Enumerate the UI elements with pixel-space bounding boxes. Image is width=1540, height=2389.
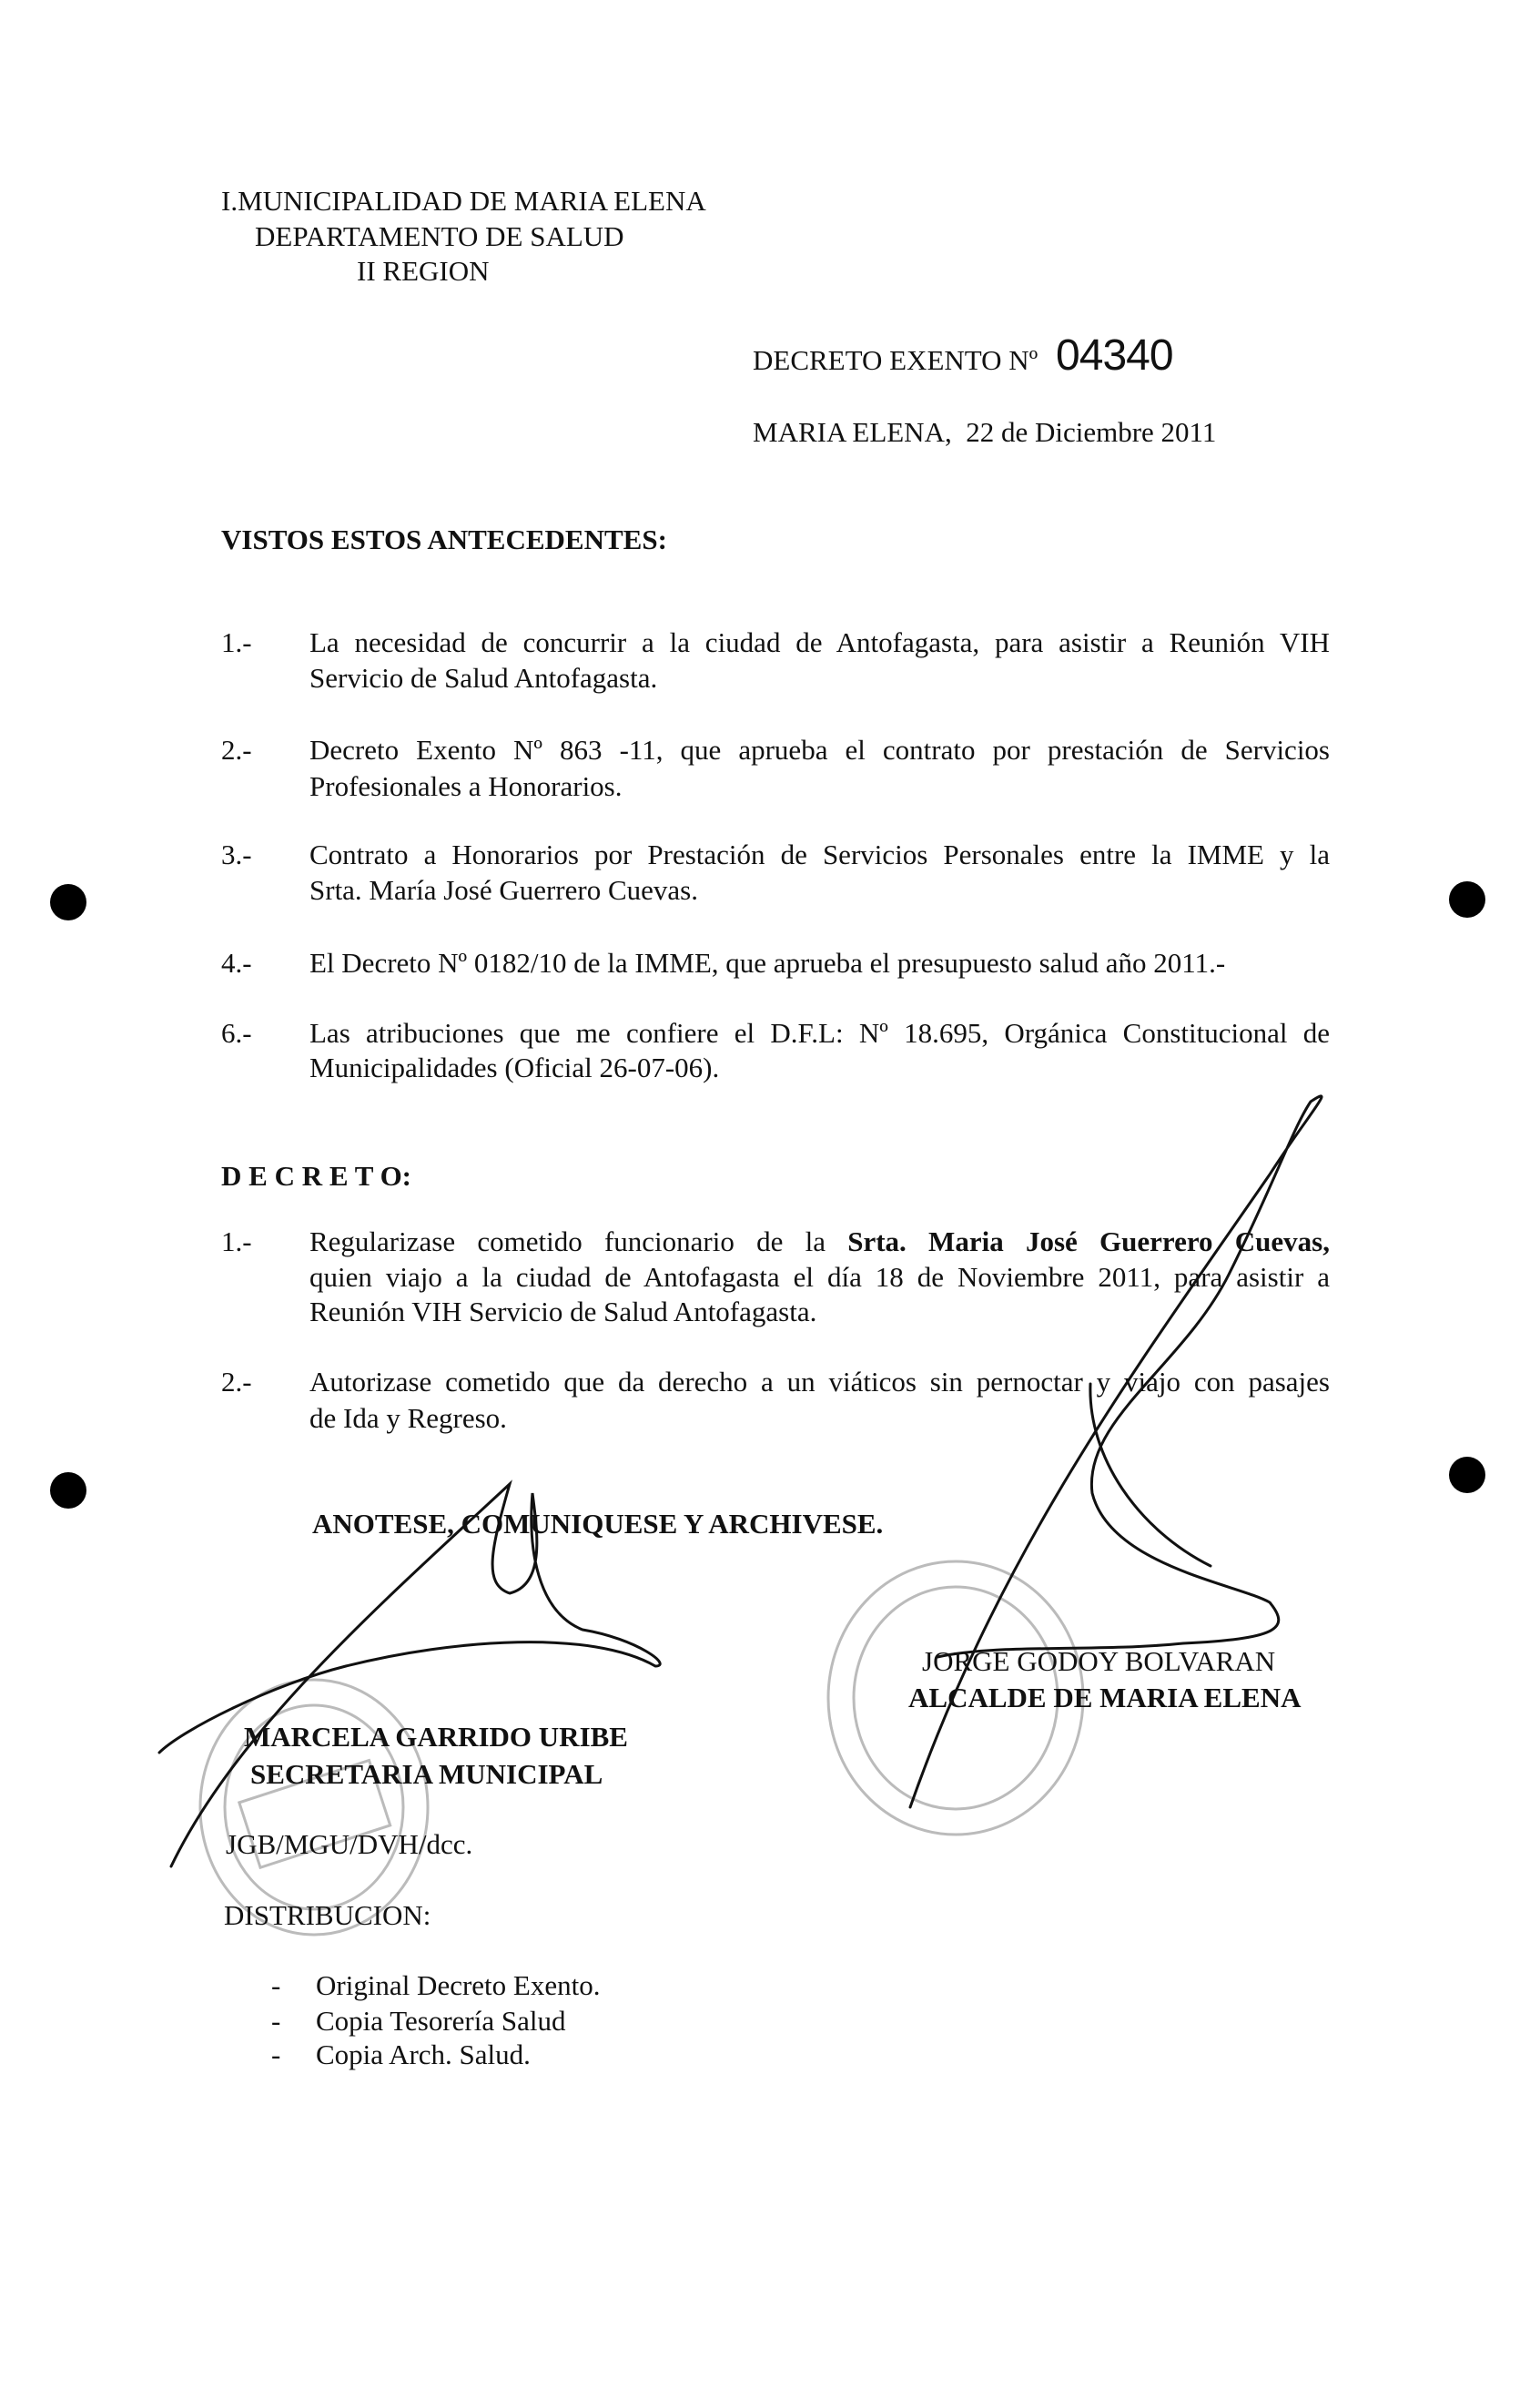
place-date: MARIA ELENA, 22 de Diciembre 2011 bbox=[753, 416, 1217, 448]
vistos-heading: VISTOS ESTOS ANTECEDENTES: bbox=[221, 524, 667, 555]
vistos-item-line: Servicio de Salud Antofagasta. bbox=[309, 662, 658, 694]
vistos-item-line: Decreto Exento Nº 863 -11, que aprueba el contrato por prestación de Servicios bbox=[309, 734, 1330, 766]
vistos-item-line: Municipalidades (Oficial 26-07-06). bbox=[309, 1052, 720, 1083]
initials: JGB/MGU/DVH/dcc. bbox=[226, 1828, 473, 1860]
distribution-item: Copia Tesorería Salud bbox=[316, 2005, 566, 2037]
distribution-heading: DISTRIBUCION: bbox=[224, 1899, 431, 1931]
vistos-item-line: La necesidad de concurrir a la ciudad de Antofagasta, para asistir a Reunión VIH bbox=[309, 626, 1330, 658]
distribution-bullet: - bbox=[271, 1969, 281, 2001]
vistos-item-line: El Decreto Nº 0182/10 de la IMME, que aprueba el presupuesto salud año 2011.- bbox=[309, 947, 1226, 979]
decreto-item-number: 2.- bbox=[221, 1366, 252, 1398]
decreto-item-line: de Ida y Regreso. bbox=[309, 1402, 507, 1434]
mayor-signature bbox=[910, 1096, 1322, 1807]
header-region: II REGION bbox=[357, 255, 490, 287]
vistos-item-line: Profesionales a Honorarios. bbox=[309, 770, 623, 802]
decree-label-text: DECRETO EXENTO Nº bbox=[753, 344, 1038, 376]
vistos-item-number: 3.- bbox=[221, 839, 252, 870]
distribution-bullet: - bbox=[271, 2038, 281, 2070]
distribution-item: Original Decreto Exento. bbox=[316, 1969, 601, 2001]
closing-formula: ANOTESE, COMUNIQUESE Y ARCHIVESE. bbox=[312, 1508, 884, 1540]
decreto-heading: D E C R E T O: bbox=[221, 1160, 412, 1192]
decreto-item-line: Reunión VIH Servicio de Salud Antofagasta. bbox=[309, 1296, 817, 1327]
vistos-item-line: Srta. María José Guerrero Cuevas. bbox=[309, 874, 698, 906]
header-municipality: I.MUNICIPALIDAD DE MARIA ELENA bbox=[221, 185, 706, 217]
distribution-bullet: - bbox=[271, 2005, 281, 2037]
vistos-item-number: 2.- bbox=[221, 734, 252, 766]
decreto-item-line: quien viajo a la ciudad de Antofagasta el día 18 de Noviembre 2011, para asistir a bbox=[309, 1261, 1330, 1293]
decreto-item1-text: Regularizase cometido funcionario de la bbox=[309, 1225, 848, 1257]
decreto-item-line: Autorizase cometido que da derecho a un viáticos sin pernoctar y viajo con pasajes bbox=[309, 1366, 1330, 1398]
beneficiary-name: Srta. Maria José Guerrero Cuevas, bbox=[847, 1225, 1331, 1257]
secretary-name: MARCELA GARRIDO URIBE bbox=[244, 1721, 628, 1753]
vistos-item-number: 4.- bbox=[221, 947, 252, 979]
mayor-title: ALCALDE DE MARIA ELENA bbox=[908, 1682, 1302, 1713]
decreto-item-number: 1.- bbox=[221, 1225, 252, 1257]
vistos-item-line: Contrato a Honorarios por Prestación de Servicios Personales entre la IMME y la bbox=[309, 839, 1330, 870]
vistos-item-number: 1.- bbox=[221, 626, 252, 658]
secretary-signature bbox=[159, 1484, 660, 1866]
decree-number: 04340 bbox=[1056, 331, 1173, 380]
distribution-item: Copia Arch. Salud. bbox=[316, 2038, 531, 2070]
vistos-item-number: 6.- bbox=[221, 1017, 252, 1049]
mayor-name: JORGE GODOY BOLVARAN bbox=[922, 1645, 1276, 1677]
header-department: DEPARTAMENTO DE SALUD bbox=[255, 220, 624, 252]
secretary-title: SECRETARIA MUNICIPAL bbox=[250, 1758, 603, 1790]
vistos-item-line: Las atribuciones que me confiere el D.F.L: Nº 18.695, Orgánica Constitucional de bbox=[309, 1017, 1330, 1049]
